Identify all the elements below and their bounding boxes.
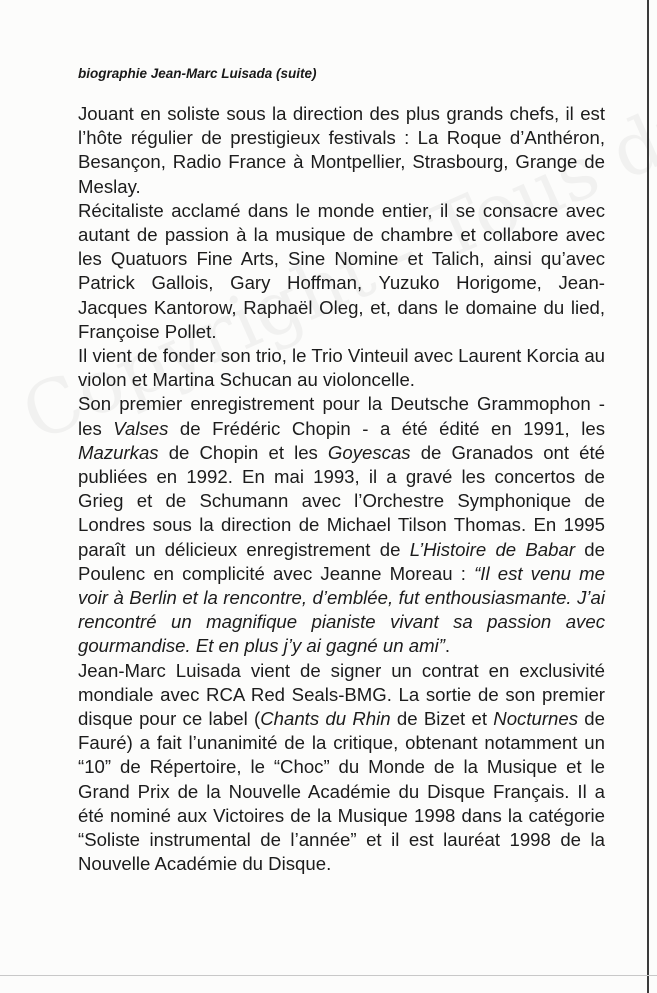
text-run: Son premier enregistrement pour la Deutsche Grammophon - les (78, 393, 605, 439)
paragraph (78, 102, 605, 199)
paragraph (78, 199, 605, 344)
italic-text: Chants du Rhin (260, 708, 391, 730)
text-run: de Bizet et (390, 708, 494, 730)
italic-text: “Il est venu me voir à Berlin et la rencontre, d’emblée, fut enthousiasmante. J’ai rencontré un magnifique pianiste vivant sa passion avec gourmandise. Et en plus j’y ai gagné un ami” (78, 562, 605, 657)
italic-text: Goyescas (327, 441, 411, 463)
text-run: Jouant en soliste sous la direction des plus grands chefs, il est l’hôte régulier de prestigieux festivals : La Roque d’Anthéron, Besançon, Radio France à Montpellier, Strasbourg, Grange de Meslay. (78, 103, 605, 197)
page-crease (0, 975, 657, 976)
text-run: de Frédéric Chopin - a été édité en 1991, les (168, 417, 605, 439)
text-run: de Chopin et les (158, 441, 328, 463)
italic-text: L’Histoire de Babar (409, 538, 576, 560)
biography-body (78, 102, 605, 877)
text-run: de Granados ont été publiées en 1992. En mai 1993, il a gravé les concertos de Grieg et de Schumann avec l’Orchestre Symphonique de Londres sous la direction de Michael Tilson Thomas. En 1995 paraît un délicieux enregistrement de (78, 441, 605, 560)
italic-text: Mazurkas (78, 441, 159, 463)
page-header: biographie Jean-Marc Luisada (suite) (78, 66, 317, 81)
paragraph (78, 659, 605, 877)
italic-text: Nocturnes (493, 708, 579, 730)
paragraph (78, 392, 605, 658)
text-run: . (444, 635, 451, 657)
page-edge-line (647, 0, 649, 993)
text-run: de Poulenc en complicité avec Jeanne Moreau : (78, 538, 605, 584)
italic-text: Valses (113, 417, 169, 439)
text-run: de Fauré) a fait l’unanimité de la critique, obtenant notamment un “10” de Répertoire, le “Choc” du Monde de la Musique et le Grand Prix de la Nouvelle Académie du Disque Français. Il a été nominé aux Victoires de la Musique 1998 dans la catégorie “Soliste instrumental de l’année” et il est lauréat 1998 de la Nouvelle Académie du Disque. (78, 708, 605, 875)
text-run: Il vient de fonder son trio, le Trio Vinteuil avec Laurent Korcia au violon et Martina Schucan au violoncelle. (78, 345, 605, 391)
text-run: Jean-Marc Luisada vient de signer un contrat en exclusivité mondiale avec RCA Red Seals-BMG. La sortie de son premier disque pour ce label ( (78, 659, 605, 730)
text-run: Récitaliste acclamé dans le monde entier, il se consacre avec autant de passion à la musique de chambre et collabore avec les Quatuors Fine Arts, Sine Nomine et Talich, ainsi qu’avec Patrick Gallois, Gary Hoffman, Yuzuko Horigome, Jean-Jacques Kantorow, Raphaël Oleg, et, dans le domaine du lied, Françoise Pollet. (78, 199, 605, 342)
paragraph (78, 344, 605, 392)
